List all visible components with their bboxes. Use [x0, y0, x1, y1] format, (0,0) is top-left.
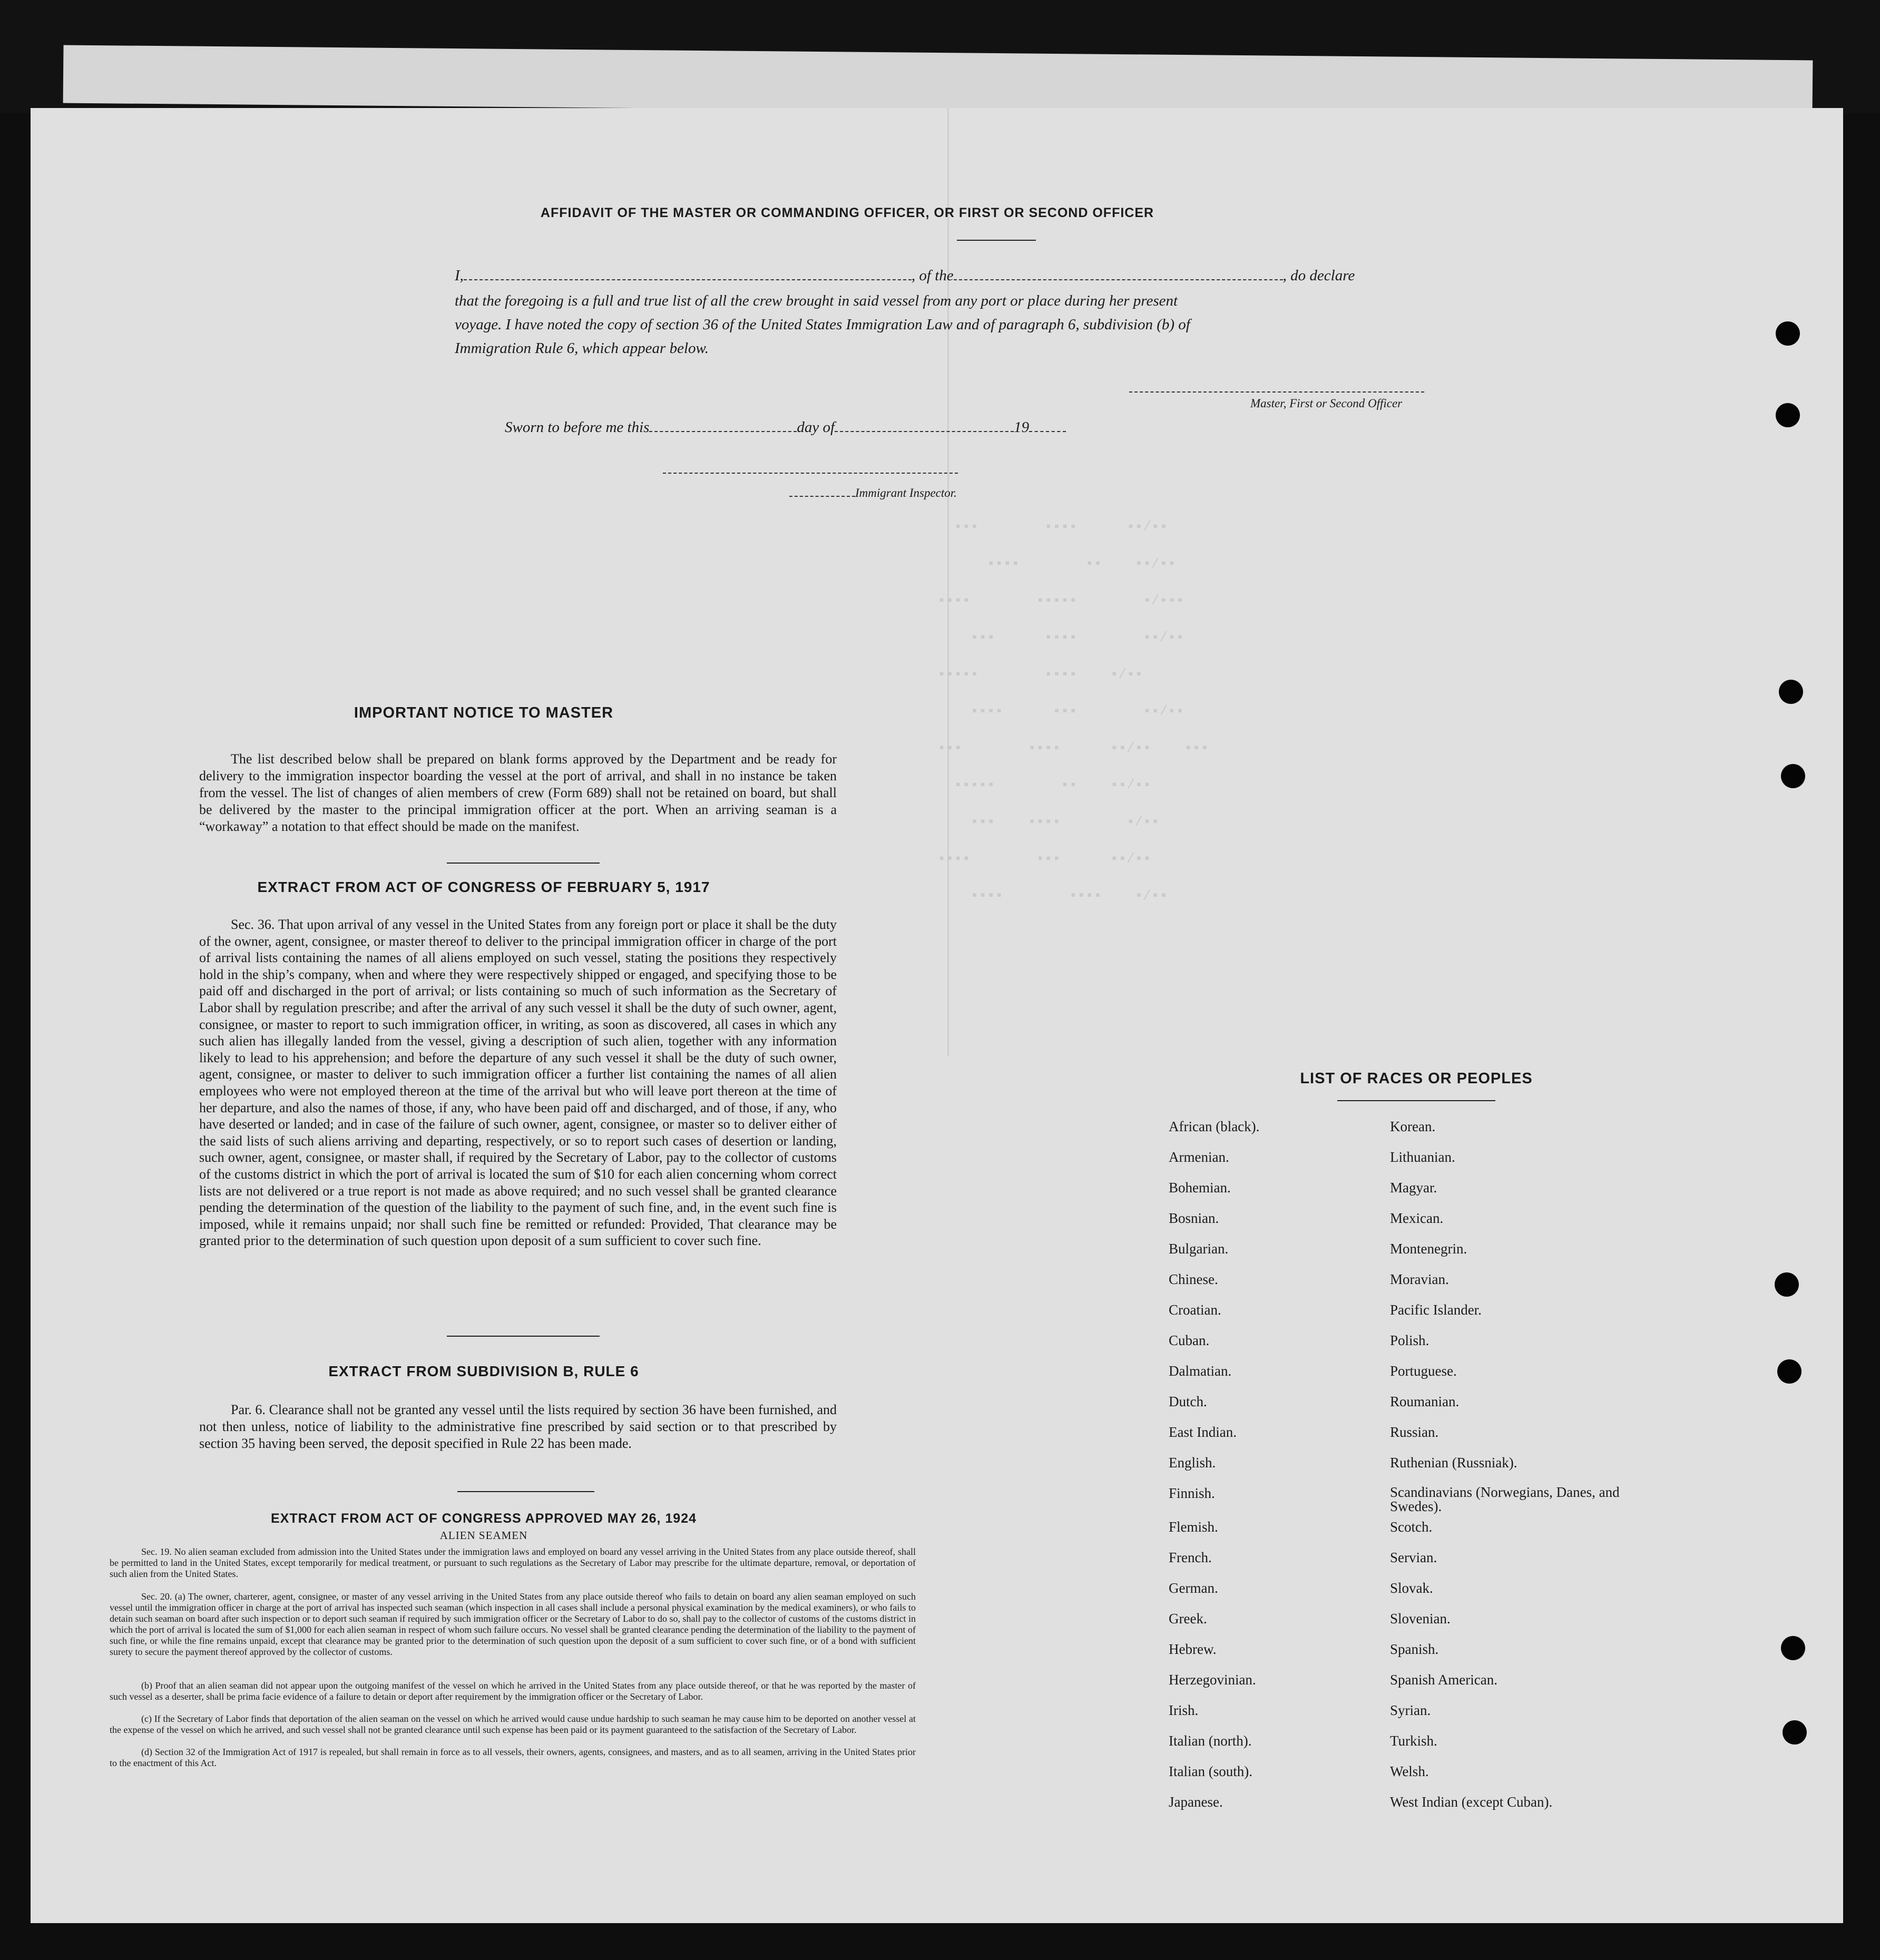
inspector-label-line — [789, 486, 957, 500]
race-item: Dalmatian. — [1169, 1363, 1232, 1379]
inspector-label: Immigrant Inspector. — [855, 486, 957, 499]
affidavit-line-4: Immigration Rule 6, which appear below. — [455, 340, 709, 357]
punch-hole — [1777, 1359, 1801, 1384]
punch-hole — [1781, 764, 1805, 788]
act1924-sec19: Sec. 19. No alien seaman excluded from admission into the United States under the immigration laws and employed on board any vessel arriving in the United States from any place outside thereof, shall be permitted to land in the United States, except temporarily for medical treatment, or pursuant to such regulations as the Secretary of Labor may prescribe for the ultimate departure, removal, or deportation of such alien from the United States. — [110, 1546, 916, 1579]
document-page — [31, 108, 1843, 1923]
race-item: Spanish American. — [1390, 1672, 1497, 1688]
act1924-sec20d: (d) Section 32 of the Immigration Act of 1917 is repealed, but shall remain in force as to all vessels, their owners, agents, consignees, and masters, and as to all seamen, arriving in the United States prior to the enactment of this Act. — [110, 1747, 916, 1768]
race-item: Montenegrin. — [1390, 1241, 1467, 1257]
notice-rule — [447, 863, 600, 864]
affidavit-title: AFFIDAVIT OF THE MASTER OR COMMANDING OFFICER, OR FIRST OR SECOND OFFICER — [540, 205, 1154, 220]
race-item: Hebrew. — [1169, 1641, 1217, 1657]
inspector-signature-line — [663, 473, 958, 474]
affidavit-of-the: , of the — [911, 267, 954, 284]
race-item: Moravian. — [1390, 1271, 1449, 1287]
punch-hole — [1775, 1272, 1799, 1297]
race-item: Armenian. — [1169, 1149, 1229, 1165]
race-item: Chinese. — [1169, 1271, 1218, 1287]
notice-title: IMPORTANT NOTICE TO MASTER — [354, 704, 614, 721]
race-item: Russian. — [1390, 1424, 1439, 1440]
rule6-title: EXTRACT FROM SUBDIVISION B, RULE 6 — [328, 1363, 639, 1379]
race-item: Spanish. — [1390, 1641, 1439, 1657]
race-item: Magyar. — [1390, 1180, 1437, 1195]
race-item: Cuban. — [1169, 1332, 1210, 1348]
month-blank — [835, 431, 1014, 432]
races-title: LIST OF RACES OR PEOPLES — [1300, 1070, 1533, 1087]
rule6-rule — [457, 1491, 594, 1492]
year-prefix: 19 — [1014, 419, 1030, 436]
race-item: Italian (north). — [1169, 1733, 1252, 1749]
notice-text: The list described below shall be prepared on blank forms approved by the Department and be ready for delivery to the immigration inspector boarding the vessel at the port of arrival, and shall in no instance be taken from the vessel. The list of changes of alien members of crew (Form 689) shall not be retained on board, but shall be delivered by the master to the principal immigration officer at the port. When an arriving seaman is a “workaway” a notation to that effect should be made on the manifest. — [199, 751, 837, 834]
act1917-text: Sec. 36. That upon arrival of any vessel in the United States from any foreign port or place it shall be the duty of the owner, agent, consignee, or master thereof to deliver to the principal immigration officer in charge of the port of arrival lists containing the names of all aliens employed on such vessel, stating the positions they respectively hold in the ship’s company, when and where they were respectively shipped or engaged, and specifying those to be paid off and discharged in the port of arrival; or lists containing so much of such information as the Secretary of Labor shall by regulation prescribe; and after the arrival of any such vessel it shall be the duty of such owner, agent, consignee, or master to report to such immigration officer, in writing, as soon as discovered, all cases in which any such alien has illegally landed from the vessel, giving a description of such alien, together with any information likely to lead to his apprehension; and before the departure of any such vessel it shall be the duty of such owner, agent, consignee, or master to deliver to such immigration officer a further list containing the names of all alien employees who were not employed thereon at the time of the arrival but who will leave port thereon at the time of her departure, and also the names of those, if any, who have been paid off and discharged, and of those, if any, who have deserted or landed; and in case of the failure of such owner, agent, consignee, or master so to deliver either of the said lists of such aliens arriving and departing, respectively, or so to report such cases of desertion or landing, such owner, agent, consignee, or master shall, if required by the Secretary of Labor, pay to the collector of customs of the customs district in which the port of arrival is located the sum of $10 for each alien concerning whom correct lists are not delivered or a true report is not made as above required; and no such vessel shall be granted clearance pending the determination of the question of the liability to the payment of such fine, and, in the event such fine is imposed, while it remains unpaid; nor shall such fine be remitted or refunded: Provided, That clearance may be granted prior to the determination of such question upon deposit of a sum sufficient to cover such fine. — [199, 917, 837, 1249]
punch-hole — [1779, 680, 1803, 704]
master-signature-line — [1129, 391, 1424, 393]
inspector-lead-blank — [789, 496, 855, 497]
sworn-label: Sworn to before me this — [505, 419, 650, 436]
race-item: Slovak. — [1390, 1580, 1433, 1596]
act1924-sec20c: (c) If the Secretary of Labor finds that deportation of the alien seaman on the vessel on which he arrived would cause undue hardship to such seaman he may cause him to be deported on another vessel at the expense of the vessel on which he arrived, and such vessel shall not be granted clearance until such expense has been paid or its payment guaranteed to the satisfaction of the Secretary of Labor. — [110, 1713, 916, 1735]
race-item: Bohemian. — [1169, 1180, 1231, 1195]
affidavit-line-3: voyage. I have noted the copy of section 36 of the United States Immigration Law and of paragraph 6, subdivision (b) of — [455, 316, 1190, 333]
race-item: English. — [1169, 1455, 1216, 1471]
race-item: French. — [1169, 1550, 1212, 1565]
race-item: Italian (south). — [1169, 1763, 1252, 1779]
race-item: German. — [1169, 1580, 1218, 1596]
race-item: Polish. — [1390, 1332, 1429, 1348]
race-item: Welsh. — [1390, 1763, 1429, 1779]
race-item: Syrian. — [1390, 1702, 1431, 1718]
race-item: East Indian. — [1169, 1424, 1237, 1440]
race-item: Dutch. — [1169, 1394, 1207, 1409]
act1917-rule — [447, 1336, 600, 1337]
bleed-through-marks: ▪▪▪ ▪▪▪▪ ▪▪/▪▪ ▪▪▪▪ ▪▪ ▪▪/▪▪ ▪▪▪▪ ▪▪▪▪▪ ▪/▪▪▪ ▪▪▪ ▪▪▪▪ ▪▪/▪▪ ▪▪▪▪▪ ▪▪▪▪ ▪/▪▪ ▪▪▪▪ ▪▪▪ ▪▪/▪▪ ▪▪▪ ▪▪▪▪ ▪▪/▪▪ ▪▪▪ ▪▪▪▪▪ ▪▪ ▪▪/▪▪ ▪▪▪ ▪▪▪▪ ▪/▪▪ ▪▪▪▪ ▪▪▪ ▪▪/▪▪ ▪▪▪▪ ▪▪▪▪ ▪/▪▪ — [921, 519, 1209, 904]
race-item: Croatian. — [1169, 1302, 1221, 1318]
punch-hole — [1776, 403, 1800, 427]
race-item: Lithuanian. — [1390, 1149, 1455, 1165]
act1924-subtitle: ALIEN SEAMEN — [439, 1529, 528, 1542]
affidavit-do-declare: , do declare — [1282, 267, 1355, 284]
race-item: African (black). — [1169, 1119, 1260, 1134]
race-item: Portuguese. — [1390, 1363, 1457, 1379]
act1924-title: EXTRACT FROM ACT OF CONGRESS APPROVED MAY 26, 1924 — [270, 1511, 697, 1526]
race-item: Scandinavians (Norwegians, Danes, and Swedes). — [1390, 1484, 1620, 1514]
race-item: Korean. — [1390, 1119, 1436, 1134]
affidavit-line-2: that the foregoing is a full and true list of all the crew brought in said vessel from any port or place during her present — [455, 292, 1178, 309]
races-column-1 — [1169, 1119, 1369, 1825]
act1917-title: EXTRACT FROM ACT OF CONGRESS OF FEBRUARY 5, 1917 — [257, 879, 710, 895]
sworn-line — [505, 419, 1066, 436]
name-blank — [464, 279, 912, 280]
affidavit-title-rule — [957, 240, 1036, 241]
day-blank — [649, 431, 797, 432]
affidavit-i: I, — [455, 267, 464, 284]
race-item: Finnish. — [1169, 1485, 1215, 1501]
punch-hole — [1776, 321, 1800, 346]
vessel-blank — [954, 279, 1283, 280]
punch-hole — [1783, 1720, 1807, 1745]
races-column-2 — [1390, 1119, 1632, 1825]
race-item: Japanese. — [1169, 1794, 1223, 1810]
race-item: Herzegovinian. — [1169, 1672, 1256, 1688]
race-item: Irish. — [1169, 1702, 1199, 1718]
races-rule — [1337, 1100, 1495, 1101]
race-item: Bulgarian. — [1169, 1241, 1229, 1257]
year-blank — [1029, 431, 1066, 432]
day-of-label: day of — [797, 419, 835, 436]
affidavit-declaration-line — [455, 267, 1493, 285]
race-item: Slovenian. — [1390, 1611, 1451, 1626]
race-item: Flemish. — [1169, 1519, 1218, 1535]
race-item: Servian. — [1390, 1550, 1437, 1565]
rule6-text: Par. 6. Clearance shall not be granted any vessel until the lists required by section 36 have been furnished, and not then unless, notice of liability to the administrative fine prescribed by said section or to that prescribed by section 35 having been served, the deposit specified in Rule 22 has been made. — [199, 1402, 837, 1451]
race-item: Scotch. — [1390, 1519, 1433, 1535]
act1924-sec20a: Sec. 20. (a) The owner, charterer, agent, consignee, or master of any vessel arriving in the United States from any place outside thereof who fails to detain on board any alien seaman employed on such vessel until the immigration officer in charge at the port of arrival has inspected such seaman (which inspection in all cases shall include a personal physical examination by the medical examiners), or who fails to detain such seaman on board after such inspection or to deport such seaman if required by such immigration officer or the Secretary of Labor to do so, shall pay to the collector of customs of the customs district in which the port of arrival is located the sum of $1,000 for each alien seaman in respect of whom such failure occurs. No vessel shall be granted clearance pending the determination of the liability to the payment of such fine, or while the fine remains unpaid, except that clearance may be granted prior to the determination of such question upon the deposit of a sum sufficient to cover such fine, or of a bond with sufficient surety to secure the payment thereof approved by the collector of customs. — [110, 1591, 916, 1657]
act1924-sec20b: (b) Proof that an alien seaman did not appear upon the outgoing manifest of the vessel on which he arrived in the United States from any place outside thereof, or that he was reported by the master of such vessel as a deserter, shall be prima facie evidence of a failure to detain or deport after requirement by the immigration officer or the Secretary of Labor. — [110, 1680, 916, 1702]
race-item: Mexican. — [1390, 1210, 1444, 1226]
race-item: Turkish. — [1390, 1733, 1437, 1749]
race-item: Greek. — [1169, 1611, 1207, 1626]
race-item: Bosnian. — [1169, 1210, 1219, 1226]
master-signature-label: Master, First or Second Officer — [1250, 397, 1403, 410]
race-item: West Indian (except Cuban). — [1390, 1794, 1553, 1810]
race-item: Pacific Islander. — [1390, 1302, 1482, 1318]
punch-hole — [1781, 1636, 1805, 1660]
race-item: Roumanian. — [1390, 1394, 1460, 1409]
race-item: Ruthenian (Russniak). — [1390, 1455, 1517, 1471]
